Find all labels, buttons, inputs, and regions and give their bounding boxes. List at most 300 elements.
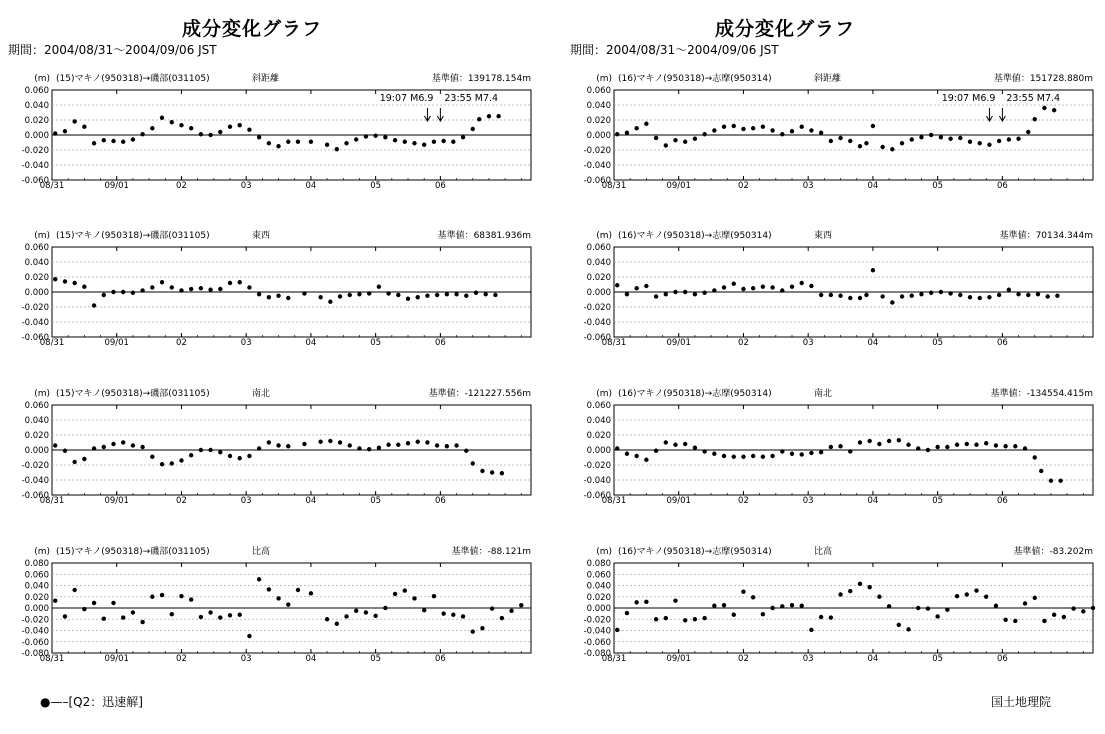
- data-point: [218, 130, 222, 134]
- data-point: [1026, 293, 1030, 297]
- data-point: [722, 125, 726, 129]
- data-point: [218, 287, 222, 291]
- data-point: [654, 617, 658, 621]
- x-tick-label: 02: [176, 654, 187, 664]
- data-point: [160, 462, 164, 466]
- y-tick-label: 0.040: [24, 258, 49, 268]
- data-point: [761, 612, 765, 616]
- data-point: [848, 589, 852, 593]
- data-point: [170, 120, 174, 124]
- data-point: [800, 125, 804, 129]
- data-point: [809, 128, 813, 132]
- data-point: [683, 140, 687, 144]
- data-point: [338, 294, 342, 298]
- y-tick-label: 0.000: [586, 446, 611, 456]
- component-label: 東西: [814, 231, 833, 241]
- x-tick-label: 06: [434, 496, 446, 506]
- data-point: [929, 133, 933, 137]
- data-point: [829, 139, 833, 143]
- y-tick-label: -0.060: [583, 637, 611, 648]
- data-point: [800, 281, 804, 285]
- unit-label: (m): [34, 547, 50, 557]
- data-point: [712, 288, 716, 292]
- x-tick-label: 05: [932, 181, 944, 191]
- data-point: [838, 294, 842, 298]
- data-point: [1042, 619, 1046, 623]
- data-point: [364, 610, 368, 614]
- data-point: [451, 140, 455, 144]
- data-point: [82, 457, 86, 461]
- data-point: [829, 615, 833, 619]
- data-point: [72, 281, 76, 285]
- data-point: [1003, 444, 1007, 448]
- data-point: [654, 294, 658, 298]
- data-point: [377, 446, 381, 450]
- data-point: [751, 286, 755, 290]
- data-point: [897, 438, 901, 442]
- data-point: [780, 288, 784, 292]
- y-tick-label: -0.060: [583, 491, 611, 501]
- data-point: [150, 285, 154, 289]
- reference-value: 基準値：-134554.415m: [990, 389, 1093, 399]
- data-point: [997, 293, 1001, 297]
- data-point: [102, 293, 106, 297]
- data-point: [140, 620, 144, 624]
- data-point: [945, 445, 949, 449]
- data-point: [208, 133, 212, 137]
- right-period: 期間：2004/08/31～2004/09/06 JST: [570, 43, 779, 57]
- x-tick-label: 05: [370, 654, 382, 664]
- data-point: [92, 303, 96, 307]
- x-tick-label: 09/01: [104, 496, 129, 506]
- x-tick-label: 09/01: [666, 654, 691, 664]
- data-point: [1033, 455, 1037, 459]
- chart-svg: [8, 227, 533, 348]
- component-label: 斜距離: [814, 74, 842, 84]
- data-point: [63, 279, 67, 283]
- y-tick-label: 0.060: [24, 243, 49, 253]
- data-point: [309, 591, 313, 595]
- data-point: [664, 292, 668, 296]
- data-point: [1062, 615, 1066, 619]
- data-point: [935, 614, 939, 618]
- x-tick-label: 02: [176, 338, 187, 348]
- x-tick-label: 02: [738, 496, 749, 506]
- data-point: [238, 123, 242, 127]
- data-point: [625, 131, 629, 135]
- data-point: [72, 588, 76, 592]
- chart-svg: [570, 227, 1095, 348]
- data-point: [1023, 601, 1027, 605]
- x-tick-label: 05: [932, 338, 944, 348]
- x-tick-label: 04: [305, 654, 317, 664]
- x-tick-label: 08/31: [39, 496, 65, 506]
- x-tick-label: 06: [434, 654, 446, 664]
- data-point: [257, 135, 261, 139]
- data-point: [422, 143, 426, 147]
- y-tick-label: 0.000: [24, 446, 49, 456]
- data-point: [644, 458, 648, 462]
- data-point: [474, 291, 478, 295]
- data-point: [761, 285, 765, 289]
- data-point: [935, 445, 939, 449]
- event-label: 23:55 M7.4: [1006, 93, 1061, 104]
- chart-15-slope-distance: [8, 70, 533, 191]
- data-point: [228, 454, 232, 458]
- y-tick-label: -0.060: [583, 176, 611, 186]
- data-point: [890, 147, 894, 151]
- data-point: [199, 132, 203, 136]
- x-tick-label: 05: [370, 338, 382, 348]
- data-point: [615, 132, 619, 136]
- chart-16-height: [570, 543, 1095, 664]
- data-point: [800, 452, 804, 456]
- data-point: [461, 614, 465, 618]
- data-point: [994, 604, 998, 608]
- data-point: [72, 460, 76, 464]
- data-point: [615, 283, 619, 287]
- y-tick-label: 0.020: [24, 116, 49, 126]
- data-point: [364, 134, 368, 138]
- data-point: [102, 616, 106, 620]
- y-tick-label: 0.060: [24, 570, 49, 581]
- data-point: [483, 292, 487, 296]
- data-point: [916, 606, 920, 610]
- y-tick-label: -0.040: [21, 161, 49, 171]
- y-tick-label: -0.020: [583, 303, 611, 313]
- data-point: [673, 290, 677, 294]
- y-tick-label: -0.040: [583, 318, 611, 328]
- data-point: [890, 300, 894, 304]
- data-point: [654, 449, 658, 453]
- chart-svg: [570, 543, 1095, 664]
- data-point: [864, 141, 868, 145]
- data-point: [412, 141, 416, 145]
- x-tick-label: 05: [370, 496, 382, 506]
- data-point: [441, 139, 445, 143]
- data-point: [121, 290, 125, 294]
- chart-15-north-south: [8, 385, 533, 506]
- data-point: [1052, 613, 1056, 617]
- unit-label: (m): [596, 74, 612, 84]
- y-tick-label: -0.060: [21, 491, 49, 501]
- data-point: [247, 634, 251, 638]
- data-point: [435, 293, 439, 297]
- x-tick-label: 09/01: [666, 496, 691, 506]
- data-point: [487, 114, 491, 118]
- data-point: [406, 297, 410, 301]
- x-tick-label: 06: [996, 496, 1008, 506]
- data-point: [131, 443, 135, 447]
- data-point: [770, 454, 774, 458]
- data-point: [906, 443, 910, 447]
- data-point: [877, 595, 881, 599]
- chart-16-north-south: [570, 385, 1095, 506]
- data-point: [238, 456, 242, 460]
- y-tick-label: 0.000: [24, 604, 49, 614]
- data-point: [519, 603, 523, 607]
- unit-label: (m): [596, 547, 612, 557]
- data-point: [208, 288, 212, 292]
- data-point: [906, 627, 910, 631]
- data-point: [328, 439, 332, 443]
- data-point: [335, 147, 339, 151]
- data-point: [354, 137, 358, 141]
- data-point: [247, 285, 251, 289]
- data-point: [82, 125, 86, 129]
- data-point: [732, 455, 736, 459]
- data-point: [955, 443, 959, 447]
- data-point: [955, 594, 959, 598]
- data-point: [335, 622, 339, 626]
- data-point: [664, 616, 668, 620]
- data-point: [919, 135, 923, 139]
- chart-15-east-west: [8, 227, 533, 348]
- data-point: [425, 440, 429, 444]
- reference-value: 基準値：70134.344m: [999, 231, 1093, 241]
- data-point: [131, 137, 135, 141]
- y-tick-label: -0.040: [21, 476, 49, 486]
- data-point: [751, 595, 755, 599]
- data-point: [131, 291, 135, 295]
- data-point: [693, 617, 697, 621]
- data-point: [500, 471, 504, 475]
- data-point: [247, 454, 251, 458]
- x-tick-label: 03: [240, 181, 252, 191]
- data-point: [634, 454, 638, 458]
- x-tick-label: 04: [867, 496, 879, 506]
- station-label: (16)マキノ(950318)→志摩(950314): [618, 231, 772, 241]
- data-point: [702, 449, 706, 453]
- data-point: [121, 615, 125, 619]
- data-point: [286, 296, 290, 300]
- component-label: 南北: [252, 389, 271, 399]
- data-point: [780, 449, 784, 453]
- data-point: [780, 132, 784, 136]
- data-point: [111, 139, 115, 143]
- data-point: [929, 291, 933, 295]
- data-point: [422, 608, 426, 612]
- data-point: [615, 628, 619, 632]
- chart-svg: [8, 543, 533, 664]
- data-point: [296, 588, 300, 592]
- data-point: [179, 123, 183, 127]
- data-point: [1016, 292, 1020, 296]
- data-point: [344, 141, 348, 145]
- data-point: [170, 612, 174, 616]
- data-point: [425, 294, 429, 298]
- chart-15-height: [8, 543, 533, 664]
- data-point: [732, 124, 736, 128]
- data-point: [926, 606, 930, 610]
- data-point: [435, 443, 439, 447]
- x-tick-label: 04: [867, 654, 879, 664]
- data-point: [867, 439, 871, 443]
- data-point: [997, 139, 1001, 143]
- station-label: (16)マキノ(950318)→志摩(950314): [618, 547, 772, 557]
- y-tick-label: -0.060: [21, 637, 49, 648]
- data-point: [978, 296, 982, 300]
- data-point: [838, 444, 842, 448]
- y-tick-label: 0.000: [586, 288, 611, 298]
- reference-value: 基準値：68381.936m: [437, 231, 531, 241]
- y-tick-label: 0.000: [586, 604, 611, 614]
- data-point: [451, 613, 455, 617]
- data-point: [328, 300, 332, 304]
- data-point: [92, 601, 96, 605]
- data-point: [267, 141, 271, 145]
- data-point: [454, 292, 458, 296]
- data-point: [121, 140, 125, 144]
- data-point: [461, 135, 465, 139]
- data-point: [858, 582, 862, 586]
- chart-svg: [570, 70, 1095, 191]
- left-period: 期間：2004/08/31～2004/09/06 JST: [8, 43, 217, 57]
- x-tick-label: 03: [802, 338, 814, 348]
- data-point: [1049, 479, 1053, 483]
- data-point: [919, 292, 923, 296]
- data-point: [1007, 137, 1011, 141]
- data-point: [318, 295, 322, 299]
- data-point: [1026, 130, 1030, 134]
- x-tick-label: 03: [240, 654, 252, 664]
- y-tick-label: -0.060: [583, 333, 611, 343]
- data-point: [858, 440, 862, 444]
- data-point: [208, 610, 212, 614]
- x-tick-label: 03: [240, 338, 252, 348]
- data-point: [1071, 606, 1075, 610]
- reference-value: 基準値：139178.154m: [431, 74, 531, 84]
- left-main-title: 成分変化グラフ: [182, 18, 323, 40]
- reference-value: 基準値：151728.880m: [993, 74, 1093, 84]
- data-point: [871, 124, 875, 128]
- data-point: [480, 626, 484, 630]
- data-point: [471, 127, 475, 131]
- data-point: [276, 596, 280, 600]
- data-point: [1045, 294, 1049, 298]
- data-point: [509, 609, 513, 613]
- y-tick-label: -0.060: [21, 176, 49, 186]
- data-point: [732, 613, 736, 617]
- data-point: [490, 606, 494, 610]
- x-tick-label: 08/31: [601, 654, 627, 664]
- station-label: (15)マキノ(950318)→磯部(031105): [56, 74, 210, 84]
- data-point: [880, 294, 884, 298]
- event-label: 23:55 M7.4: [444, 93, 499, 104]
- data-point: [761, 455, 765, 459]
- data-point: [102, 138, 106, 142]
- data-point: [309, 140, 313, 144]
- x-tick-label: 02: [738, 338, 749, 348]
- data-point: [348, 293, 352, 297]
- y-tick-label: -0.040: [583, 161, 611, 171]
- data-point: [858, 144, 862, 148]
- chart-16-slope-distance: [570, 70, 1095, 191]
- data-point: [838, 592, 842, 596]
- data-point: [693, 446, 697, 450]
- data-point: [454, 443, 458, 447]
- x-tick-label: 09/01: [104, 338, 129, 348]
- data-point: [1036, 292, 1040, 296]
- unit-label: (m): [596, 231, 612, 241]
- y-tick-label: -0.020: [583, 146, 611, 156]
- data-point: [732, 282, 736, 286]
- y-tick-label: -0.060: [21, 333, 49, 343]
- data-point: [179, 458, 183, 462]
- data-point: [412, 596, 416, 600]
- y-tick-label: -0.020: [21, 615, 49, 626]
- legend-quick-solution: ●—–[Q2：迅速解]: [40, 695, 143, 709]
- data-point: [208, 448, 212, 452]
- data-point: [880, 145, 884, 149]
- data-point: [693, 292, 697, 296]
- data-point: [887, 604, 891, 608]
- data-point: [987, 143, 991, 147]
- data-point: [496, 114, 500, 118]
- y-tick-label: 0.040: [586, 101, 611, 111]
- y-tick-label: 0.020: [586, 431, 611, 441]
- data-point: [199, 615, 203, 619]
- y-tick-label: 0.080: [586, 559, 611, 569]
- data-point: [761, 125, 765, 129]
- data-point: [367, 291, 371, 295]
- data-point: [644, 600, 648, 604]
- data-point: [974, 443, 978, 447]
- data-point: [1023, 446, 1027, 450]
- x-tick-label: 04: [867, 338, 879, 348]
- data-point: [1081, 609, 1085, 613]
- y-tick-label: 0.060: [586, 570, 611, 581]
- data-point: [276, 294, 280, 298]
- data-point: [910, 294, 914, 298]
- data-point: [829, 445, 833, 449]
- data-point: [218, 615, 222, 619]
- y-tick-label: 0.000: [586, 131, 611, 141]
- data-point: [416, 440, 420, 444]
- data-point: [373, 614, 377, 618]
- data-point: [968, 140, 972, 144]
- data-point: [432, 140, 436, 144]
- data-point: [790, 129, 794, 133]
- right-main-title: 成分変化グラフ: [715, 18, 856, 40]
- data-point: [179, 594, 183, 598]
- data-point: [416, 295, 420, 299]
- component-label: 斜距離: [252, 74, 280, 84]
- data-point: [238, 613, 242, 617]
- data-point: [92, 446, 96, 450]
- y-tick-label: -0.040: [583, 476, 611, 486]
- data-point: [984, 595, 988, 599]
- data-point: [965, 592, 969, 596]
- data-point: [493, 293, 497, 297]
- data-point: [984, 441, 988, 445]
- reference-value: 基準値：-121227.556m: [428, 389, 531, 399]
- data-point: [741, 455, 745, 459]
- data-point: [63, 614, 67, 618]
- data-point: [140, 288, 144, 292]
- data-point: [887, 439, 891, 443]
- y-tick-label: 0.040: [24, 101, 49, 111]
- x-tick-label: 04: [305, 181, 317, 191]
- component-label: 東西: [252, 231, 271, 241]
- y-tick-label: 0.000: [24, 288, 49, 298]
- data-point: [286, 444, 290, 448]
- x-tick-label: 09/01: [104, 654, 129, 664]
- data-point: [829, 293, 833, 297]
- data-point: [864, 293, 868, 297]
- station-label: (15)マキノ(950318)→磯部(031105): [56, 231, 210, 241]
- x-tick-label: 06: [434, 181, 446, 191]
